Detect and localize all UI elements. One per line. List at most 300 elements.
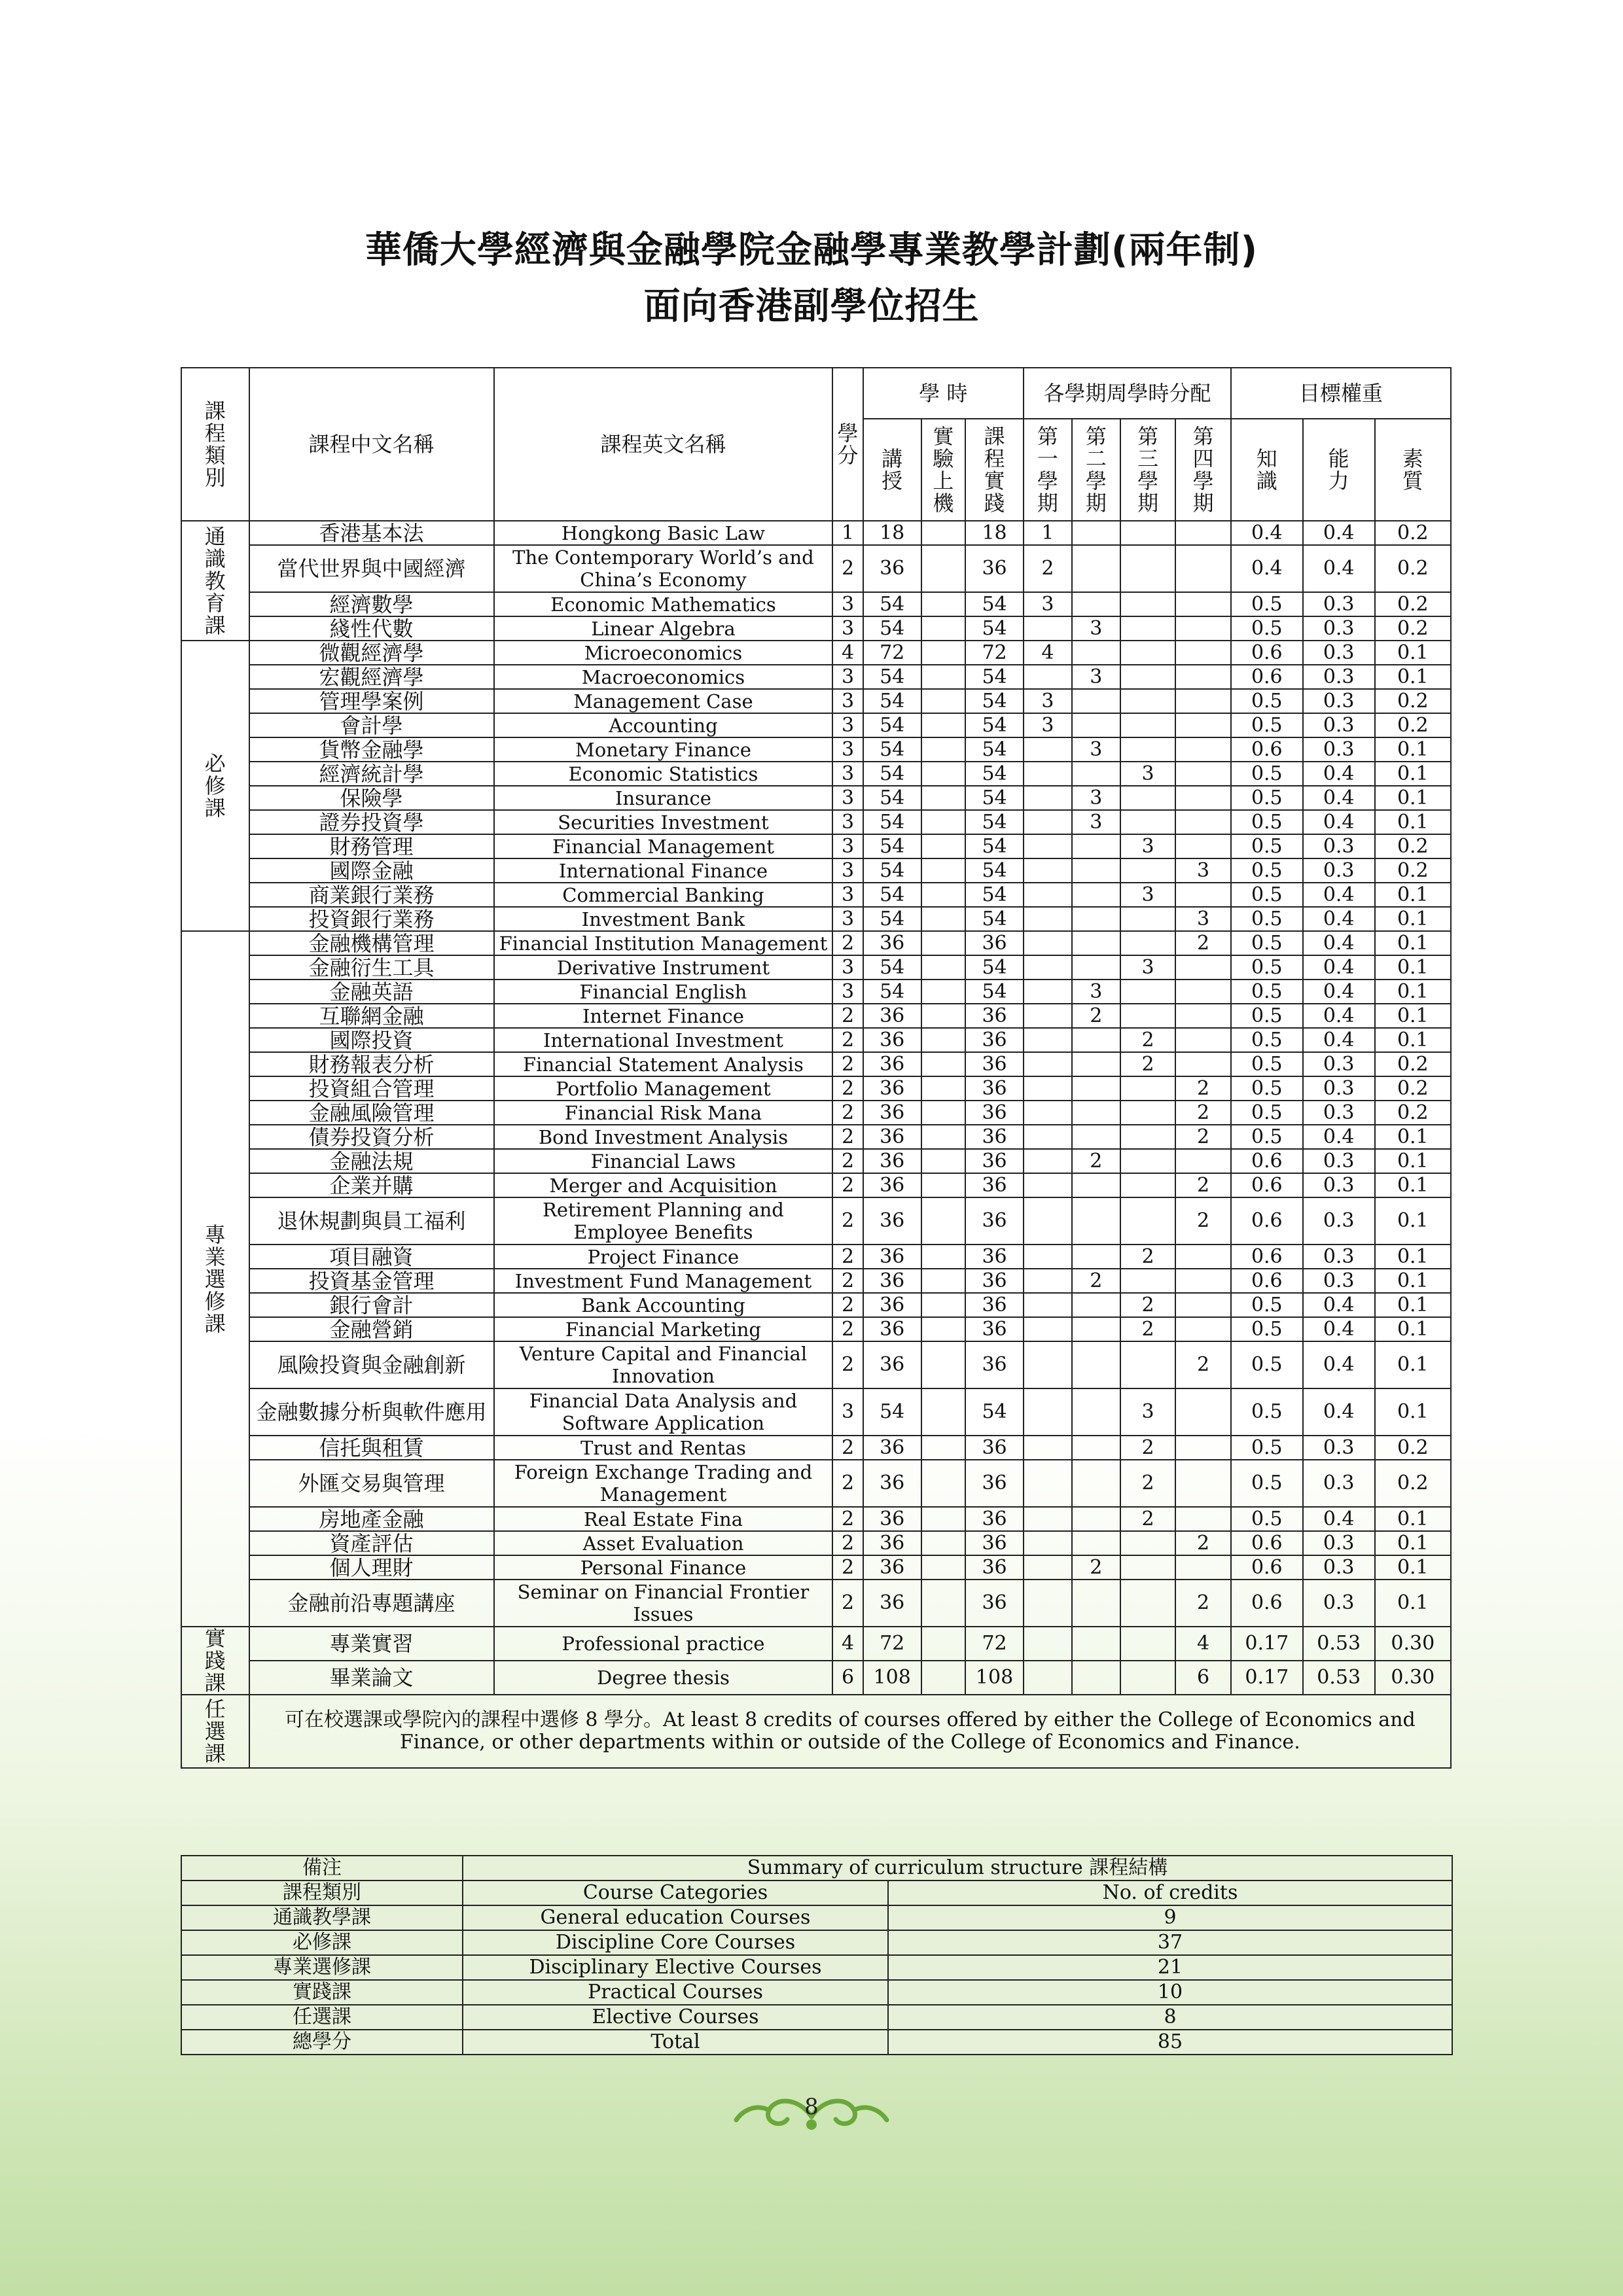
weight-ability: 0.3	[1303, 1101, 1375, 1125]
course-cn-name: 證券投資學	[249, 810, 494, 834]
semester-2-hours	[1072, 1388, 1120, 1436]
semester-2-hours	[1072, 1245, 1120, 1269]
lecture-hours: 36	[863, 1460, 921, 1507]
table-row	[181, 1436, 1451, 1460]
credits-cell: 3	[832, 810, 863, 834]
lecture-hours: 54	[863, 907, 921, 931]
weight-knowledge: 0.6	[1231, 1197, 1303, 1245]
table-row	[181, 1101, 1451, 1125]
weight-quality: 0.1	[1375, 931, 1451, 955]
semester-3-hours	[1120, 810, 1176, 834]
lecture-hours: 36	[863, 1101, 921, 1125]
semester-4-hours	[1175, 955, 1231, 980]
semester-1-hours	[1024, 737, 1072, 762]
table-row	[181, 1317, 1451, 1341]
weight-quality: 0.1	[1375, 1531, 1451, 1555]
semester-2-hours	[1072, 883, 1120, 907]
semester-1-hours	[1024, 931, 1072, 955]
weight-knowledge: 0.5	[1231, 810, 1303, 834]
weight-ability: 0.53	[1303, 1661, 1375, 1695]
course-cn-name: 貨幣金融學	[249, 737, 494, 762]
practice-hours: 36	[965, 1173, 1024, 1197]
weight-ability: 0.4	[1303, 980, 1375, 1004]
lecture-hours: 54	[863, 786, 921, 810]
table-row	[181, 1661, 1451, 1695]
practice-hours: 36	[965, 1293, 1024, 1317]
semester-3-hours	[1120, 521, 1176, 545]
summary-credits: 8	[888, 2005, 1452, 2030]
course-cn-name: 金融法規	[249, 1149, 494, 1173]
semester-3-hours	[1120, 1269, 1176, 1293]
credits-cell: 3	[832, 689, 863, 713]
semester-1-hours	[1024, 834, 1072, 858]
lab-hours	[921, 1076, 966, 1101]
weight-ability: 0.4	[1303, 907, 1375, 931]
semester-1-hours	[1024, 1245, 1072, 1269]
table-row	[181, 1627, 1451, 1661]
course-en-name: Financial Data Analysis and Software Application	[494, 1388, 833, 1436]
semester-2-hours: 2	[1072, 1004, 1120, 1028]
weight-quality: 0.2	[1375, 858, 1451, 883]
lab-hours	[921, 955, 966, 980]
weight-quality: 0.1	[1375, 1004, 1451, 1028]
practice-hours: 36	[965, 1028, 1024, 1052]
lab-hours	[921, 1580, 966, 1627]
credits-cell: 3	[832, 955, 863, 980]
weight-ability: 0.4	[1303, 955, 1375, 980]
credits-cell: 2	[832, 1317, 863, 1341]
lab-hours	[921, 1269, 966, 1293]
lab-hours	[921, 521, 966, 545]
semester-2-hours	[1072, 955, 1120, 980]
practice-hours: 108	[965, 1661, 1024, 1695]
table-row	[181, 1125, 1451, 1149]
semester-2-hours: 3	[1072, 737, 1120, 762]
semester-4-hours	[1175, 1245, 1231, 1269]
lab-hours	[921, 1341, 966, 1388]
semester-1-hours	[1024, 762, 1072, 786]
practice-hours: 54	[965, 1388, 1024, 1436]
semester-1-hours	[1024, 1341, 1072, 1388]
summary-category-cn: 必修課	[181, 1930, 463, 1955]
practice-hours: 36	[965, 1460, 1024, 1507]
header-semester-0: 第 一 學 期	[1024, 419, 1072, 521]
lecture-hours: 36	[863, 1149, 921, 1173]
weight-quality: 0.2	[1375, 616, 1451, 641]
semester-2-hours	[1072, 1317, 1120, 1341]
table-row	[181, 1197, 1451, 1245]
table-row	[181, 834, 1451, 858]
semester-3-hours	[1120, 592, 1176, 616]
semester-3-hours: 2	[1120, 1028, 1176, 1052]
lab-hours	[921, 737, 966, 762]
practice-hours: 36	[965, 1555, 1024, 1580]
semester-1-hours	[1024, 1028, 1072, 1052]
semester-4-hours	[1175, 834, 1231, 858]
category-cell: 通 識 教 育 課	[181, 521, 249, 641]
course-en-name: Financial Risk Mana	[494, 1101, 833, 1125]
table-row	[181, 931, 1451, 955]
weight-quality: 0.1	[1375, 1341, 1451, 1388]
course-cn-name: 經濟統計學	[249, 762, 494, 786]
course-en-name: Internet Finance	[494, 1004, 833, 1028]
semester-4-hours	[1175, 689, 1231, 713]
semester-2-hours	[1072, 762, 1120, 786]
lab-hours	[921, 883, 966, 907]
weight-ability: 0.4	[1303, 1004, 1375, 1028]
course-cn-name: 金融英語	[249, 980, 494, 1004]
semester-3-hours	[1120, 641, 1176, 665]
semester-2-hours: 3	[1072, 665, 1120, 689]
lecture-hours: 36	[863, 1293, 921, 1317]
header-weight-group: 目標權重	[1231, 368, 1451, 419]
semester-4-hours	[1175, 810, 1231, 834]
weight-knowledge: 0.5	[1231, 713, 1303, 737]
credits-cell: 2	[832, 1173, 863, 1197]
semester-4-hours	[1175, 883, 1231, 907]
weight-quality: 0.2	[1375, 1460, 1451, 1507]
lecture-hours: 54	[863, 980, 921, 1004]
table-row	[181, 1341, 1451, 1388]
weight-quality: 0.1	[1375, 1125, 1451, 1149]
semester-1-hours	[1024, 1388, 1072, 1436]
weight-ability: 0.3	[1303, 737, 1375, 762]
summary-category-en: Total	[463, 2030, 888, 2055]
semester-1-hours	[1024, 1149, 1072, 1173]
weight-knowledge: 0.5	[1231, 1460, 1303, 1507]
header-credits: 學 分	[832, 368, 863, 521]
semester-1-hours	[1024, 1507, 1072, 1531]
lab-hours	[921, 665, 966, 689]
course-cn-name: 微觀經濟學	[249, 641, 494, 665]
summary-column-header: 課程類別	[181, 1881, 463, 1905]
credits-cell: 2	[832, 1052, 863, 1076]
weight-knowledge: 0.4	[1231, 545, 1303, 592]
credits-cell: 2	[832, 1436, 863, 1460]
weight-ability: 0.4	[1303, 1028, 1375, 1052]
course-cn-name: 投資銀行業務	[249, 907, 494, 931]
course-en-name: Macroeconomics	[494, 665, 833, 689]
summary-column-header: Course Categories	[463, 1881, 888, 1905]
semester-2-hours	[1072, 834, 1120, 858]
lecture-hours: 36	[863, 1004, 921, 1028]
weight-ability: 0.3	[1303, 1197, 1375, 1245]
weight-quality: 0.1	[1375, 955, 1451, 980]
lab-hours	[921, 858, 966, 883]
weight-quality: 0.1	[1375, 1269, 1451, 1293]
practice-hours: 54	[965, 786, 1024, 810]
weight-ability: 0.3	[1303, 1149, 1375, 1173]
semester-3-hours	[1120, 545, 1176, 592]
summary-category-en: General education Courses	[463, 1905, 888, 1930]
course-en-name: Insurance	[494, 786, 833, 810]
credits-cell: 2	[832, 1197, 863, 1245]
credits-cell: 2	[832, 931, 863, 955]
elective-row	[181, 1695, 1451, 1768]
course-en-name: Bank Accounting	[494, 1293, 833, 1317]
elective-description: 可在校選課或學院內的課程中選修 8 學分。At least 8 credits of courses offered by either the College of Economics and Finance, or other departments within or outside of the College of Economics and Finance.	[249, 1695, 1451, 1768]
lecture-hours: 36	[863, 1269, 921, 1293]
semester-3-hours: 2	[1120, 1052, 1176, 1076]
weight-quality: 0.2	[1375, 1076, 1451, 1101]
semester-4-hours: 2	[1175, 1125, 1231, 1149]
course-cn-name: 財務管理	[249, 834, 494, 858]
weight-ability: 0.4	[1303, 545, 1375, 592]
lecture-hours: 36	[863, 1580, 921, 1627]
semester-3-hours	[1120, 665, 1176, 689]
lab-hours	[921, 1245, 966, 1269]
semester-3-hours	[1120, 737, 1176, 762]
semester-2-hours	[1072, 1460, 1120, 1507]
semester-1-hours	[1024, 907, 1072, 931]
table-row	[181, 713, 1451, 737]
course-cn-name: 互聯網金融	[249, 1004, 494, 1028]
summary-row	[181, 2030, 1452, 2055]
semester-2-hours	[1072, 1341, 1120, 1388]
weight-ability: 0.3	[1303, 1460, 1375, 1507]
weight-quality: 0.30	[1375, 1661, 1451, 1695]
category-cell: 必 修 課	[181, 641, 249, 931]
table-row	[181, 521, 1451, 545]
practice-hours: 54	[965, 858, 1024, 883]
course-en-name: Portfolio Management	[494, 1076, 833, 1101]
weight-quality: 0.2	[1375, 1101, 1451, 1125]
weight-quality: 0.1	[1375, 883, 1451, 907]
lab-hours	[921, 834, 966, 858]
header-category: 課 程 類 別	[181, 368, 249, 521]
practice-hours: 54	[965, 762, 1024, 786]
credits-cell: 3	[832, 592, 863, 616]
curriculum-table	[181, 367, 1452, 1769]
practice-hours: 36	[965, 1052, 1024, 1076]
summary-credits: 85	[888, 2030, 1452, 2055]
summary-category-cn: 實踐課	[181, 1980, 463, 2005]
course-cn-name: 企業并購	[249, 1173, 494, 1197]
weight-quality: 0.1	[1375, 665, 1451, 689]
course-cn-name: 風險投資與金融創新	[249, 1341, 494, 1388]
weight-knowledge: 0.5	[1231, 689, 1303, 713]
weight-ability: 0.4	[1303, 762, 1375, 786]
lecture-hours: 54	[863, 883, 921, 907]
lab-hours	[921, 1004, 966, 1028]
semester-3-hours	[1120, 1173, 1176, 1197]
course-cn-name: 資產評估	[249, 1531, 494, 1555]
weight-knowledge: 0.5	[1231, 907, 1303, 931]
credits-cell: 2	[832, 1125, 863, 1149]
weight-ability: 0.3	[1303, 616, 1375, 641]
practice-hours: 54	[965, 665, 1024, 689]
semester-3-hours: 2	[1120, 1293, 1176, 1317]
course-cn-name: 國際投資	[249, 1028, 494, 1052]
course-cn-name: 房地產金融	[249, 1507, 494, 1531]
table-body	[181, 521, 1451, 1768]
semester-1-hours: 3	[1024, 713, 1072, 737]
summary-column-header: No. of credits	[888, 1881, 1452, 1905]
semester-1-hours	[1024, 883, 1072, 907]
weight-quality: 0.1	[1375, 1388, 1451, 1436]
course-cn-name: 金融前沿專題講座	[249, 1580, 494, 1627]
semester-2-hours	[1072, 1661, 1120, 1695]
weight-knowledge: 0.6	[1231, 1531, 1303, 1555]
header-cn-name: 課程中文名稱	[249, 368, 494, 521]
semester-4-hours	[1175, 545, 1231, 592]
course-cn-name: 信托與租賃	[249, 1436, 494, 1460]
practice-hours: 36	[965, 1004, 1024, 1028]
summary-columns-row	[181, 1881, 1452, 1905]
semester-3-hours	[1120, 1580, 1176, 1627]
weight-knowledge: 0.5	[1231, 1341, 1303, 1388]
weight-ability: 0.3	[1303, 641, 1375, 665]
weight-quality: 0.1	[1375, 641, 1451, 665]
table-row	[181, 786, 1451, 810]
semester-4-hours	[1175, 592, 1231, 616]
course-en-name: Investment Bank	[494, 907, 833, 931]
semester-2-hours: 3	[1072, 616, 1120, 641]
course-en-name: Economic Mathematics	[494, 592, 833, 616]
weight-knowledge: 0.17	[1231, 1627, 1303, 1661]
lecture-hours: 54	[863, 713, 921, 737]
semester-3-hours	[1120, 1627, 1176, 1661]
weight-knowledge: 0.5	[1231, 931, 1303, 955]
semester-1-hours	[1024, 1460, 1072, 1507]
course-en-name: Professional practice	[494, 1627, 833, 1661]
semester-1-hours	[1024, 1531, 1072, 1555]
table-row	[181, 883, 1451, 907]
semester-4-hours: 2	[1175, 1341, 1231, 1388]
semester-2-hours	[1072, 1293, 1120, 1317]
semester-4-hours: 2	[1175, 1580, 1231, 1627]
practice-hours: 36	[965, 1580, 1024, 1627]
semester-3-hours	[1120, 1555, 1176, 1580]
practice-hours: 72	[965, 641, 1024, 665]
semester-4-hours	[1175, 737, 1231, 762]
semester-2-hours	[1072, 1197, 1120, 1245]
lecture-hours: 54	[863, 834, 921, 858]
practice-hours: 36	[965, 1317, 1024, 1341]
semester-1-hours	[1024, 1555, 1072, 1580]
course-cn-name: 香港基本法	[249, 521, 494, 545]
course-cn-name: 外匯交易與管理	[249, 1460, 494, 1507]
lab-hours	[921, 1197, 966, 1245]
weight-ability: 0.3	[1303, 1531, 1375, 1555]
semester-1-hours: 3	[1024, 592, 1072, 616]
practice-hours: 54	[965, 980, 1024, 1004]
course-cn-name: 財務報表分析	[249, 1052, 494, 1076]
course-en-name: Securities Investment	[494, 810, 833, 834]
lecture-hours: 36	[863, 1197, 921, 1245]
semester-3-hours	[1120, 1004, 1176, 1028]
lecture-hours: 54	[863, 592, 921, 616]
table-row	[181, 1052, 1451, 1076]
weight-quality: 0.1	[1375, 1555, 1451, 1580]
practice-hours: 54	[965, 834, 1024, 858]
semester-2-hours	[1072, 1436, 1120, 1460]
weight-knowledge: 0.6	[1231, 1149, 1303, 1173]
semester-1-hours	[1024, 665, 1072, 689]
note-label: 備注	[181, 1856, 463, 1881]
practice-hours: 36	[965, 1076, 1024, 1101]
weight-ability: 0.3	[1303, 592, 1375, 616]
semester-4-hours	[1175, 665, 1231, 689]
weight-knowledge: 0.6	[1231, 641, 1303, 665]
course-en-name: Hongkong Basic Law	[494, 521, 833, 545]
weight-knowledge: 0.5	[1231, 786, 1303, 810]
lab-hours	[921, 1101, 966, 1125]
weight-quality: 0.1	[1375, 907, 1451, 931]
practice-hours: 54	[965, 737, 1024, 762]
weight-knowledge: 0.5	[1231, 1076, 1303, 1101]
semester-3-hours: 3	[1120, 762, 1176, 786]
semester-1-hours	[1024, 1661, 1072, 1695]
semester-3-hours	[1120, 713, 1176, 737]
weight-quality: 0.2	[1375, 1436, 1451, 1460]
semester-2-hours	[1072, 521, 1120, 545]
practice-hours: 36	[965, 1125, 1024, 1149]
course-en-name: Real Estate Fina	[494, 1507, 833, 1531]
course-en-name: Management Case	[494, 689, 833, 713]
lab-hours	[921, 616, 966, 641]
weight-knowledge: 0.6	[1231, 1269, 1303, 1293]
practice-hours: 36	[965, 1269, 1024, 1293]
semester-4-hours	[1175, 1293, 1231, 1317]
course-en-name: Project Finance	[494, 1245, 833, 1269]
course-en-name: Financial Laws	[494, 1149, 833, 1173]
semester-4-hours	[1175, 1507, 1231, 1531]
semester-3-hours	[1120, 689, 1176, 713]
lecture-hours: 36	[863, 1076, 921, 1101]
table-row	[181, 665, 1451, 689]
semester-2-hours	[1072, 713, 1120, 737]
semester-4-hours	[1175, 1052, 1231, 1076]
lab-hours	[921, 786, 966, 810]
semester-2-hours: 2	[1072, 1555, 1120, 1580]
lecture-hours: 72	[863, 1627, 921, 1661]
semester-3-hours: 3	[1120, 883, 1176, 907]
table-row	[181, 1293, 1451, 1317]
semester-2-hours	[1072, 1531, 1120, 1555]
semester-4-hours	[1175, 616, 1231, 641]
lab-hours	[921, 1052, 966, 1076]
lecture-hours: 36	[863, 1125, 921, 1149]
semester-4-hours: 2	[1175, 1531, 1231, 1555]
semester-3-hours	[1120, 1531, 1176, 1555]
course-cn-name: 專業實習	[249, 1627, 494, 1661]
semester-4-hours: 2	[1175, 1197, 1231, 1245]
summary-category-cn: 任選課	[181, 2005, 463, 2030]
course-en-name: Bond Investment Analysis	[494, 1125, 833, 1149]
table-row	[181, 955, 1451, 980]
summary-heading-row	[181, 1856, 1452, 1881]
course-cn-name: 投資組合管理	[249, 1076, 494, 1101]
lecture-hours: 72	[863, 641, 921, 665]
weight-knowledge: 0.6	[1231, 737, 1303, 762]
practice-hours: 54	[965, 955, 1024, 980]
table-row	[181, 810, 1451, 834]
weight-knowledge: 0.5	[1231, 1125, 1303, 1149]
course-cn-name: 退休規劃與員工福利	[249, 1197, 494, 1245]
weight-knowledge: 0.5	[1231, 1507, 1303, 1531]
semester-2-hours	[1072, 858, 1120, 883]
lecture-hours: 18	[863, 521, 921, 545]
semester-4-hours	[1175, 1028, 1231, 1052]
credits-cell: 4	[832, 641, 863, 665]
lab-hours	[921, 592, 966, 616]
semester-3-hours	[1120, 858, 1176, 883]
course-cn-name: 金融衍生工具	[249, 955, 494, 980]
semester-3-hours: 3	[1120, 834, 1176, 858]
semester-1-hours	[1024, 1293, 1072, 1317]
practice-hours: 54	[965, 883, 1024, 907]
